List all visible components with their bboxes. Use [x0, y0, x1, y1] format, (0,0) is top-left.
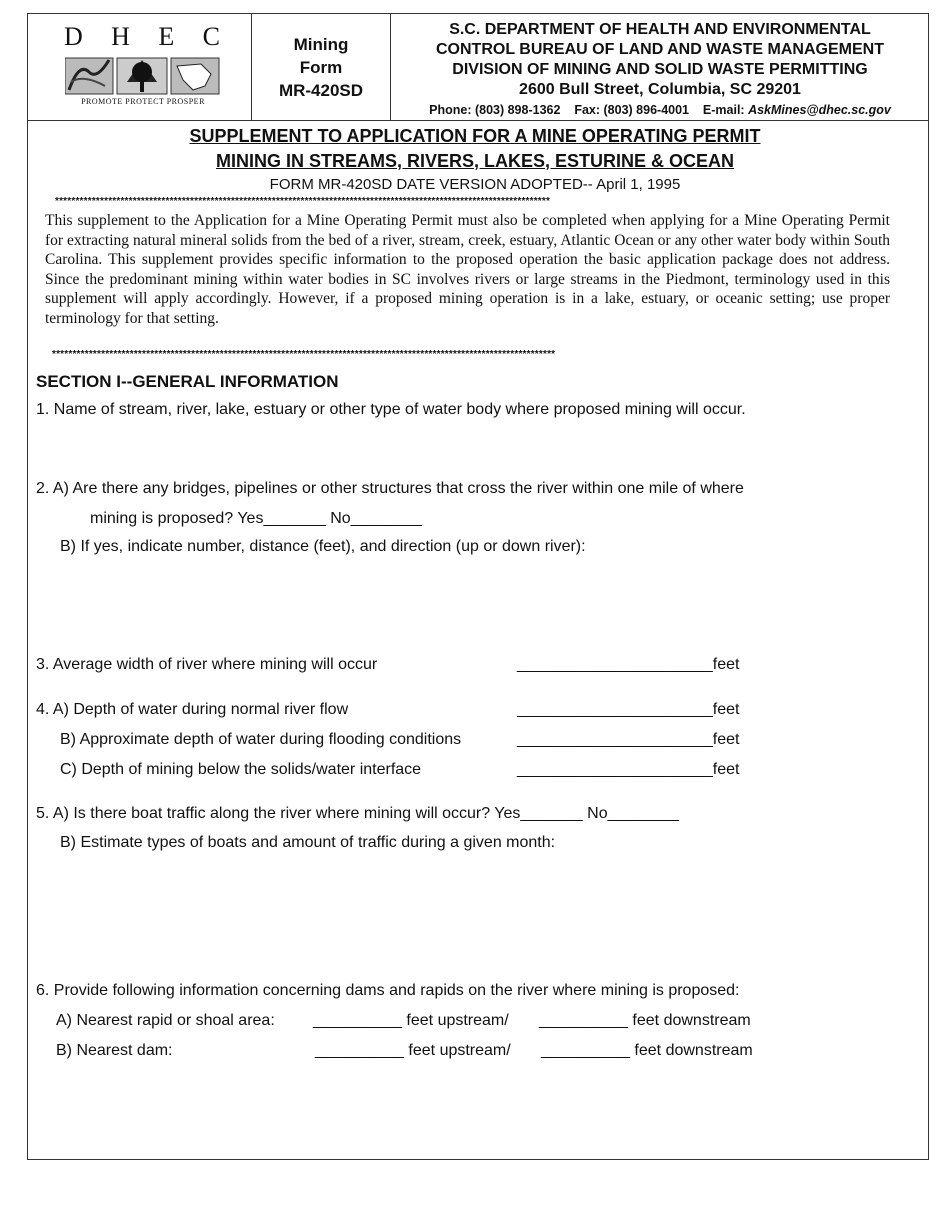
question-4a: 4. A) Depth of water during normal river flow [36, 701, 349, 718]
intro-paragraph: This supplement to the Application for a Mine Operating Permit must also be completed when applying for a Mine Operating Permit for extracting natural mineral solids from the bed of a river, stream, creek, estuary, Atlantic Ocean or any other water body within South Carolina. This supplement provides specific information to the proposed operation the basic application package does not address. Since the predominant mining within water bodies in SC involves rivers or large streams in the Piedmont, terminology used in this supplement will apply accordingly. However, if a proposed mining operation is in a lake, estuary, or oceanic setting; use proper terminology for that setting. [45, 212, 890, 327]
form-label-line1: Mining [293, 35, 349, 54]
agency-email-label: E-mail: [702, 103, 745, 117]
header-table [28, 14, 928, 121]
question-4c: C) Depth of mining below the solids/water interface [60, 761, 422, 778]
question-2a: 2. A) Are there any bridges, pipelines or other structures that cross the river within one mile of where [36, 480, 744, 497]
agency-phone: Phone: (803) 898-1362 [429, 103, 561, 117]
divider-stars-top: ************************************************************************************************************************* [55, 196, 551, 207]
question-5b: B) Estimate types of boats and amount of traffic during a given month: [60, 834, 556, 851]
question-1: 1. Name of stream, river, lake, estuary or other type of water body where proposed mining will occur. [36, 401, 746, 418]
logo-letter-h: H [111, 22, 130, 51]
question-6a-downstream-field[interactable]: __________ feet downstream [539, 1012, 751, 1029]
agency-email: AskMines@dhec.sc.gov [748, 103, 891, 117]
question-2a-answer[interactable]: mining is proposed? Yes_______ No________ [90, 510, 422, 527]
logo-letters [64, 23, 220, 51]
question-6b-upstream-field[interactable]: __________ feet upstream/ [315, 1042, 511, 1059]
question-3: 3. Average width of river where mining will occur [36, 656, 378, 673]
form-version: FORM MR-420SD DATE VERSION ADOPTED-- April 1, 1995 [269, 176, 681, 193]
dhec-logo [28, 14, 252, 120]
question-6b-label: B) Nearest dam: [56, 1042, 173, 1059]
question-3-field[interactable]: ______________________feet [517, 656, 740, 673]
question-4b-field[interactable]: ______________________feet [517, 731, 740, 748]
logo-letter-d: D [64, 22, 83, 51]
question-6a-label: A) Nearest rapid or shoal area: [56, 1012, 275, 1029]
question-4b: B) Approximate depth of water during flooding conditions [60, 731, 462, 748]
agency-cell [392, 14, 928, 120]
agency-contact [392, 101, 928, 119]
question-4a-field[interactable]: ______________________feet [517, 701, 740, 718]
document-title-line2: MINING IN STREAMS, RIVERS, LAKES, ESTURINE & OCEAN [215, 151, 735, 171]
form-label-line2: Form [299, 58, 343, 77]
question-2b: B) If yes, indicate number, distance (feet), and direction (up or down river): [60, 538, 586, 555]
question-6a-upstream-field[interactable]: __________ feet upstream/ [313, 1012, 509, 1029]
document-title-line1: SUPPLEMENT TO APPLICATION FOR A MINE OPERATING PERMIT [189, 126, 761, 146]
agency-line2: CONTROL BUREAU OF LAND AND WASTE MANAGEMENT [436, 41, 884, 58]
logo-letter-c: C [202, 22, 220, 51]
form-number-cell [252, 14, 391, 120]
logo-emblem-icon [65, 52, 221, 96]
logo-motto: PROMOTE PROTECT PROSPER [81, 97, 205, 106]
agency-line1: S.C. DEPARTMENT OF HEALTH AND ENVIRONMENTAL [449, 21, 871, 38]
agency-address: 2600 Bull Street, Columbia, SC 29201 [519, 81, 801, 98]
question-5a[interactable]: 5. A) Is there boat traffic along the river where mining will occur? Yes_______ No________ [36, 805, 679, 822]
form-label-line3: MR-420SD [278, 81, 364, 100]
logo-letter-e: E [158, 22, 175, 51]
divider-stars-bottom: *************************************************************************************************************************** [52, 349, 556, 360]
agency-fax: Fax: (803) 896-4001 [574, 103, 689, 117]
agency-line3: DIVISION OF MINING AND SOLID WASTE PERMITTING [452, 61, 868, 78]
section-title: SECTION I--GENERAL INFORMATION [36, 372, 339, 391]
question-4c-field[interactable]: ______________________feet [517, 761, 740, 778]
question-6: 6. Provide following information concerning dams and rapids on the river where mining is proposed: [36, 982, 740, 999]
question-6b-downstream-field[interactable]: __________ feet downstream [541, 1042, 753, 1059]
